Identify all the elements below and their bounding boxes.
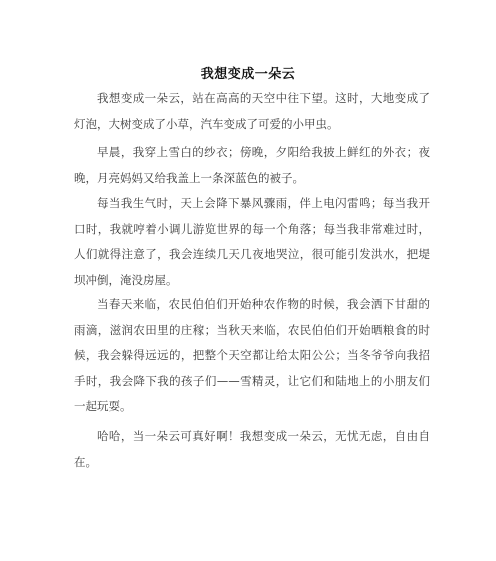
paragraph-2: 早晨，我穿上雪白的纱衣；傍晚，夕阳给我披上鲜红的外衣；夜晚，月亮妈妈又给我盖上一条深蓝色的被子。 bbox=[74, 145, 430, 185]
paragraph-5: 哈哈，当一朵云可真好啊！我想变成一朵云，无忧无虑，自由自在。 bbox=[74, 429, 430, 469]
paragraph-4: 当春天来临，农民伯伯们开始种农作物的时候，我会洒下甘甜的雨滴，滋润农田里的庄稼；当秋天来临，农民伯伯们开始晒粮食的时候，我会躲得远远的，把整个天空都让给太阳公公；当冬爷爷向我招手时，我会降下我的孩子们——雪精灵，让它们和陆地上的小朋友们一起玩耍。 bbox=[74, 297, 430, 413]
paragraph-1: 我想变成一朵云，站在高高的天空中往下望。这时，大地变成了灯泡，大树变成了小草，汽车变成了可爱的小甲虫。 bbox=[74, 91, 430, 131]
document-title: 我想变成一朵云 bbox=[200, 67, 296, 82]
paragraph-3: 每当我生气时，天上会降下暴风骤雨，伴上电闪雷鸣；每当我开口时，我就哼着小调儿游览世界的每一个角落；每当我非常难过时，人们就得注意了，我会连续几天几夜地哭泣，很可能引发洪水，把堤坝冲倒，淹没房屋。 bbox=[74, 196, 430, 287]
